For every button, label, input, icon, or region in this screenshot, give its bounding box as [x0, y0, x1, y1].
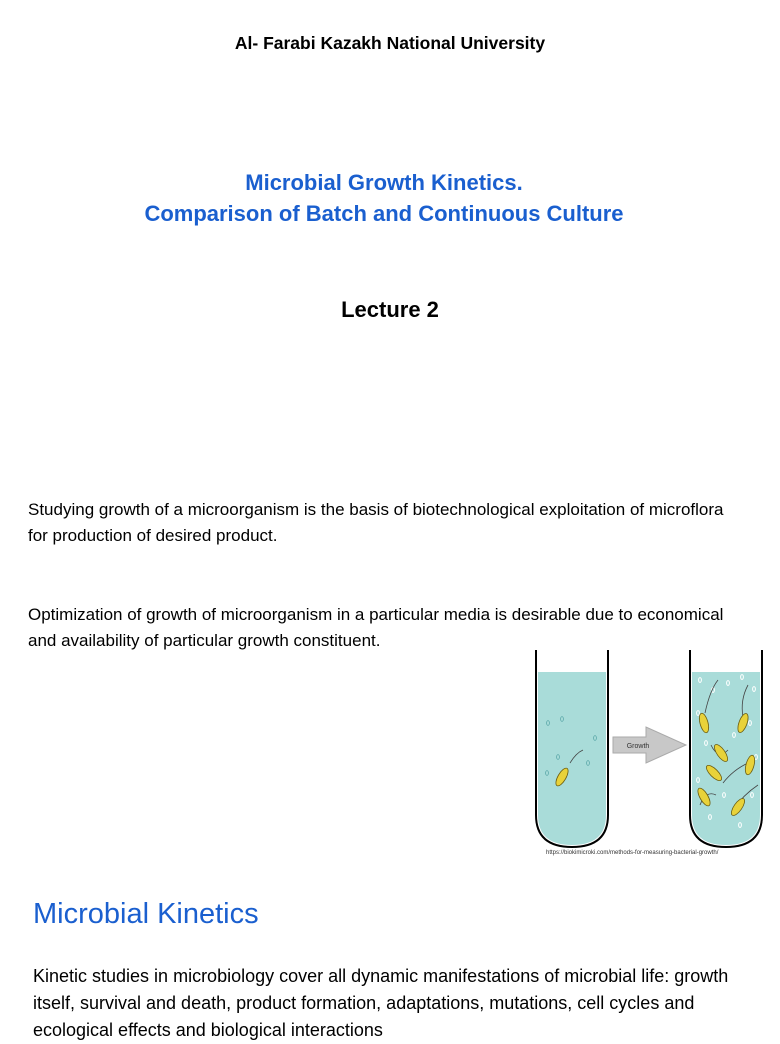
page-title [0, 167, 768, 229]
lecture-number: Lecture 2 [341, 297, 439, 322]
paragraph-growth-basis: Studying growth of a microorganism is the basis of biotechnological exploitation of microflora for production of desired product. [28, 500, 724, 545]
title-line-1: Microbial Growth Kinetics. [245, 170, 523, 195]
growth-illustration [528, 645, 768, 865]
title-line-2: Comparison of Batch and Continuous Culture [144, 201, 624, 226]
section-heading: Microbial Kinetics [33, 898, 259, 930]
test-tubes-diagram [528, 645, 768, 865]
growth-arrow-icon [613, 727, 686, 763]
growth-arrow-label: Growth [626, 743, 650, 750]
paragraph-optimization: Optimization of growth of microorganism in a particular media is desirable due to economical and availability of particular growth constituent. [28, 605, 724, 650]
figure-source-url: https://biokimicroki.com/methods-for-measuring-bacterial-growth/ [546, 850, 719, 856]
left-tube-medium [538, 672, 606, 845]
section-text: Kinetic studies in microbiology cover all dynamic manifestations of microbial life: growth itself, survival and death, product formation, adaptations, mutations, cell cycles and ecological effects and biological interactions [33, 966, 729, 1040]
university-name: Al- Farabi Kazakh National University [234, 33, 546, 53]
